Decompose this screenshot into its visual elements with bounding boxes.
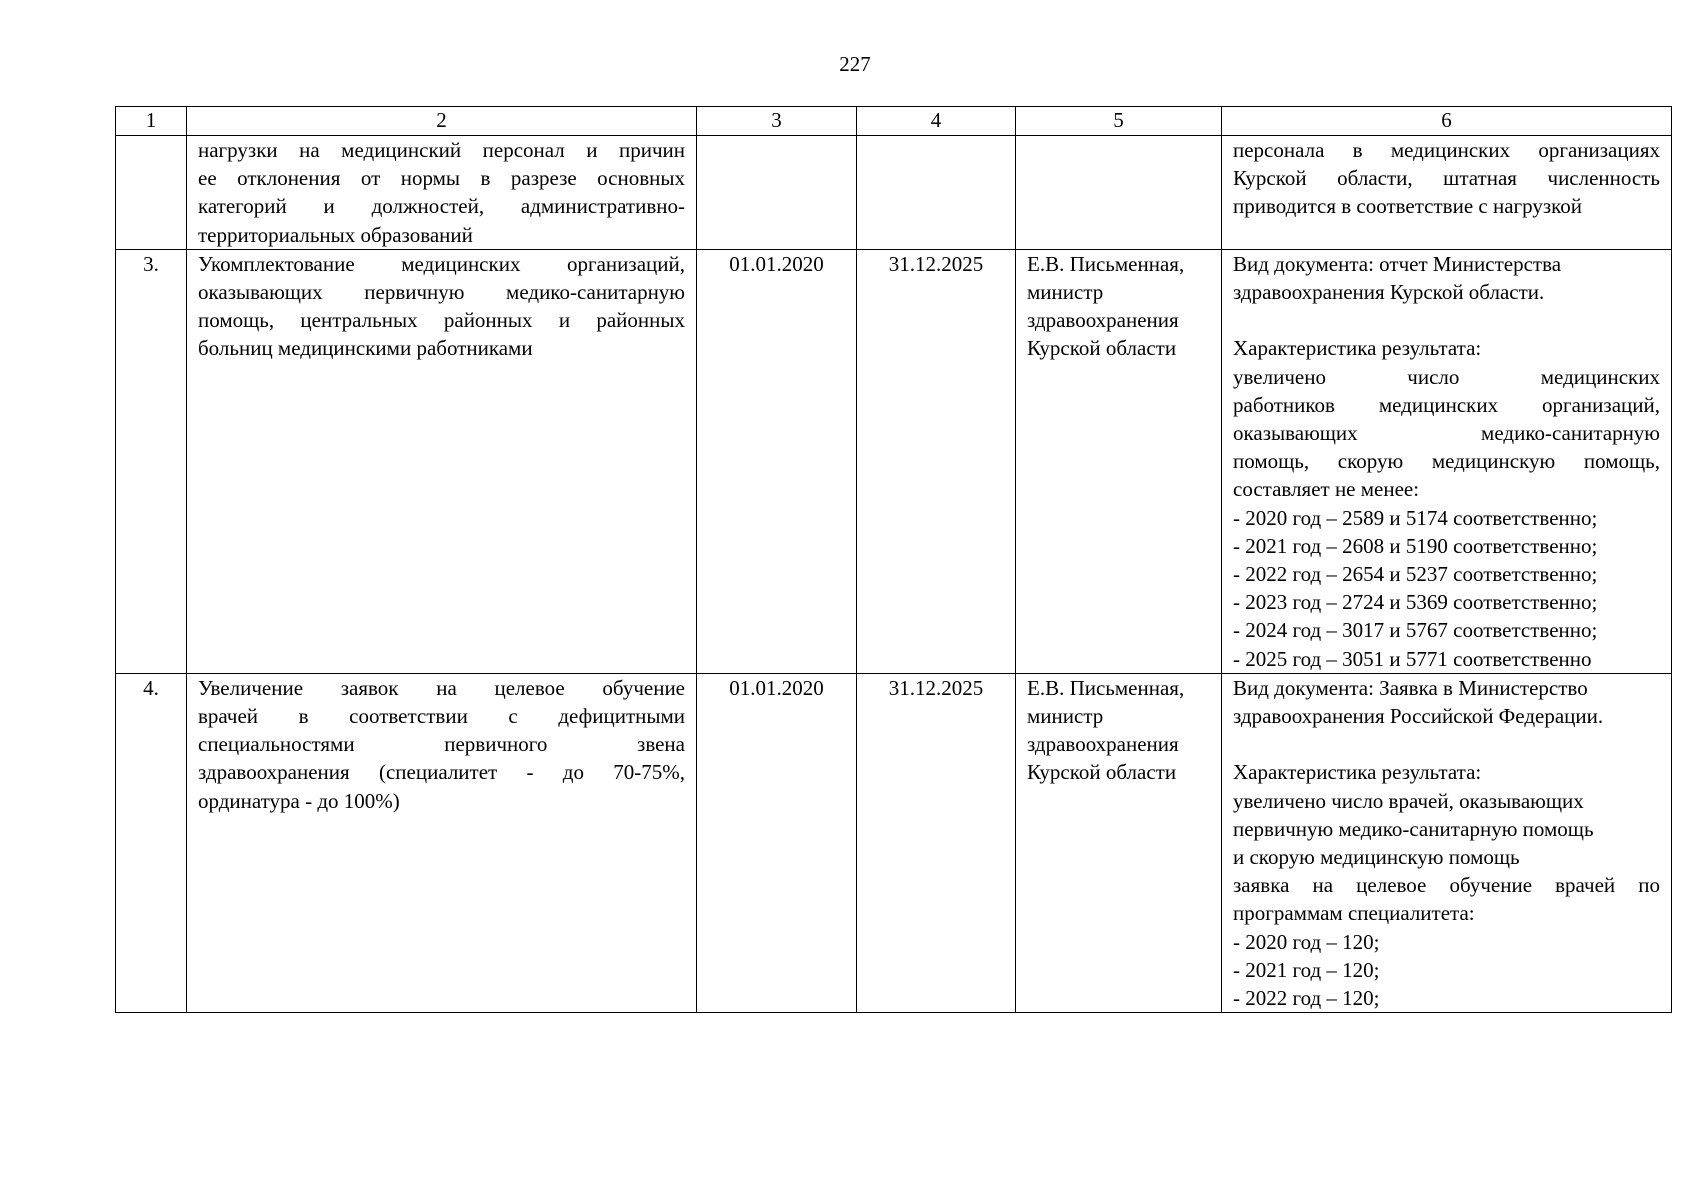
text-line: - 2024 год – 3017 и 5767 соответственно;	[1233, 618, 1598, 643]
text-line: помощь, центральных районных и районных	[198, 308, 685, 333]
text-line: больниц медицинскими работниками	[198, 336, 533, 361]
text-line: нагрузки на медицинский персонал и причин	[198, 138, 685, 162]
text-line: Укомплектование медицинских организаций,	[198, 251, 685, 276]
text-line: врачей в соответствии с дефицитными	[198, 704, 685, 729]
text-line: первичную медико-санитарную помощь	[1233, 816, 1594, 841]
text-line: здравоохранения Курской области.	[1233, 280, 1545, 305]
text-line: - 2020 год – 120;	[1233, 929, 1380, 954]
column-header: 4	[857, 107, 1016, 136]
text-line: - 2025 год – 3051 и 5771 соответственно	[1233, 646, 1592, 671]
text-line: приводится в соответствие с нагрузкой	[1233, 194, 1583, 219]
text-line: Курской области	[1027, 760, 1177, 785]
text-line: - 2022 год – 120;	[1233, 986, 1380, 1011]
result-cell	[1222, 249, 1672, 673]
measure-description-cell	[187, 136, 697, 250]
responsible-cell	[1016, 673, 1222, 1012]
column-header: 5	[1016, 107, 1222, 136]
start-date-cell: 01.01.2020	[697, 673, 857, 1012]
end-date-cell: 31.12.2025	[857, 249, 1016, 673]
text-line: категорий и должностей, административно-	[198, 194, 685, 219]
column-header: 6	[1222, 107, 1672, 136]
text-line: - 2021 год – 2608 и 5190 соответственно;	[1233, 533, 1598, 558]
start-date-cell	[697, 136, 857, 250]
column-header: 3	[697, 107, 857, 136]
column-number-header-row	[116, 107, 1672, 136]
text-line: составляет не менее:	[1233, 477, 1420, 502]
text-line: заявка на целевое обучение врачей по	[1233, 873, 1660, 898]
text-line: увеличено число медицинских	[1233, 364, 1660, 389]
column-header: 2	[187, 107, 697, 136]
end-date-cell: 31.12.2025	[857, 673, 1016, 1012]
text-line: Е.В. Письменная,	[1027, 251, 1185, 276]
text-line: ординатура - до 100%)	[198, 788, 400, 813]
text-line: здравоохранения	[1027, 732, 1179, 757]
end-date-cell	[857, 136, 1016, 250]
text-line: министр	[1027, 280, 1104, 305]
plan-table	[115, 106, 1672, 1013]
blank-line	[1233, 306, 1660, 334]
text-line: ее отклонения от нормы в разрезе основных	[198, 166, 685, 191]
result-cell	[1222, 673, 1672, 1012]
text-line: территориальных образований	[198, 222, 473, 247]
text-line: - 2021 год – 120;	[1233, 957, 1380, 982]
text-line: Характеристика результата:	[1233, 336, 1482, 361]
text-line: Курской области, штатная численность	[1233, 166, 1660, 191]
page-number: 227	[839, 52, 871, 76]
text-line: - 2020 год – 2589 и 5174 соответственно;	[1233, 505, 1598, 530]
text-line: увеличено число врачей, оказывающих	[1233, 788, 1584, 813]
measure-description-cell	[187, 249, 697, 673]
text-line: программам специалитета:	[1233, 901, 1475, 926]
table-row	[116, 136, 1672, 250]
text-line: и скорую медицинскую помощь	[1233, 845, 1520, 870]
blank-line	[1233, 730, 1660, 758]
result-cell	[1222, 136, 1672, 250]
text-line: помощь, скорую медицинскую помощь,	[1233, 449, 1660, 474]
text-line: оказывающих первичную медико-санитарную	[198, 280, 685, 305]
text-line: Характеристика результата:	[1233, 760, 1482, 785]
table-row	[116, 673, 1672, 1012]
text-line: здравоохранения (специалитет - до 70-75%,	[198, 760, 685, 785]
row-number-cell: 4.	[116, 673, 187, 1012]
table-row	[116, 249, 1672, 673]
text-line: - 2022 год – 2654 и 5237 соответственно;	[1233, 562, 1598, 587]
measure-description-cell	[187, 673, 697, 1012]
text-line: здравоохранения	[1027, 308, 1179, 333]
text-line: Вид документа: Заявка в Министерство	[1233, 675, 1588, 700]
row-number-cell: 3.	[116, 249, 187, 673]
text-line: Увеличение заявок на целевое обучение	[198, 675, 685, 700]
text-line: здравоохранения Российской Федерации.	[1233, 704, 1604, 729]
text-line: оказывающих медико-санитарную	[1233, 421, 1660, 446]
text-line: специальностями первичного звена	[198, 732, 685, 757]
text-line: Курской области	[1027, 336, 1177, 361]
text-line: Е.В. Письменная,	[1027, 675, 1185, 700]
text-line: работников медицинских организаций,	[1233, 392, 1660, 417]
row-number-cell	[116, 136, 187, 250]
start-date-cell: 01.01.2020	[697, 249, 857, 673]
text-line: персонала в медицинских организациях	[1233, 138, 1660, 162]
text-line: - 2023 год – 2724 и 5369 соответственно;	[1233, 590, 1598, 615]
responsible-cell	[1016, 249, 1222, 673]
column-header: 1	[116, 107, 187, 136]
text-line: Вид документа: отчет Министерства	[1233, 251, 1562, 276]
responsible-cell	[1016, 136, 1222, 250]
text-line: министр	[1027, 704, 1104, 729]
